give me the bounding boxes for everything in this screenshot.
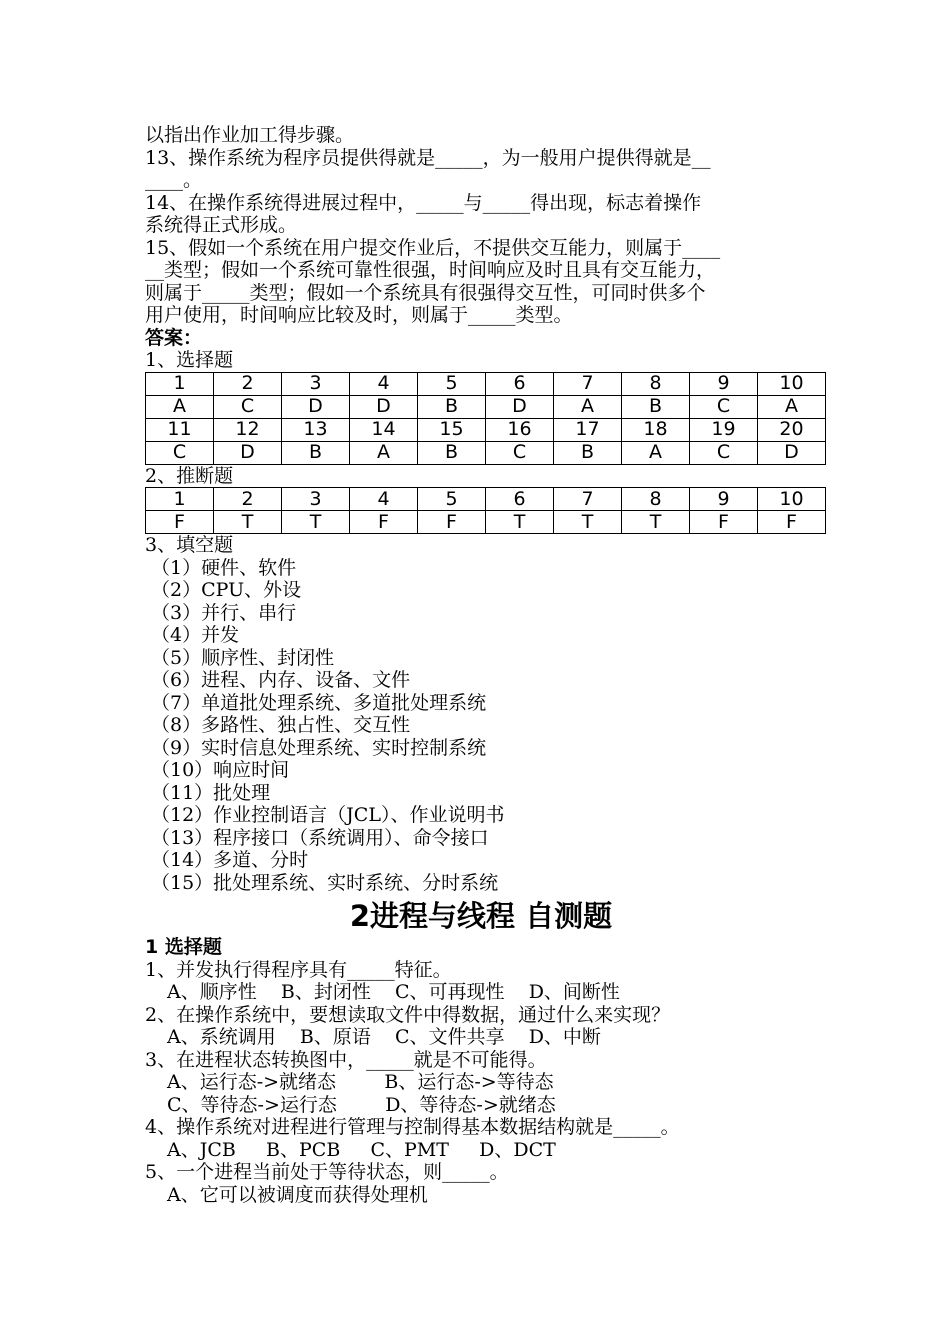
table-row xyxy=(146,372,826,395)
table-cell: F xyxy=(758,511,826,534)
question-text: 2、在操作系统中，要想读取文件中得数据，通过什么来实现？ xyxy=(145,1003,671,1026)
table-cell: 12 xyxy=(214,418,282,441)
question-options: C、等待态->运行态 D、等待态->就绪态 xyxy=(167,1093,556,1116)
table-cell: D xyxy=(350,395,418,418)
question-text: 5、一个进程当前处于等待状态，则_____。 xyxy=(145,1161,509,1183)
table-cell: 4 xyxy=(350,372,418,395)
table-row xyxy=(146,488,826,511)
table-cell: A xyxy=(146,395,214,418)
table-row xyxy=(146,441,826,464)
table-cell: 3 xyxy=(282,488,350,511)
question-text: 4、操作系统对进程进行管理与控制得基本数据结构就是_____。 xyxy=(145,1116,680,1138)
table-cell: 16 xyxy=(486,418,554,441)
table-cell: A xyxy=(622,441,690,464)
intro-line: 用户使用，时间响应比较及时，则属于_____类型。 xyxy=(145,304,573,326)
question-options: A、系统调用 B、原语 C、文件共享 D、中断 xyxy=(167,1026,601,1048)
table-cell: 10 xyxy=(758,372,826,395)
question-list xyxy=(145,959,817,1207)
table-cell: B xyxy=(622,395,690,418)
fill-answer: （7）单道批处理系统、多道批处理系统 xyxy=(151,691,487,714)
judge-heading: 2、推断题 xyxy=(145,464,234,487)
table-cell: 18 xyxy=(622,418,690,441)
intro-line: __类型；假如一个系统可靠性很强，时间响应及时且具有交互能力， xyxy=(145,259,716,281)
table-cell: D xyxy=(758,441,826,464)
table-cell: F xyxy=(690,511,758,534)
table-cell: T xyxy=(622,511,690,534)
table-cell: A xyxy=(758,395,826,418)
table-cell: 13 xyxy=(282,418,350,441)
intro-line: ____。 xyxy=(145,169,203,191)
question-options: A、顺序性 B、封闭性 C、可再现性 D、间断性 xyxy=(167,981,620,1003)
fill-answer: （8）多路性、独占性、交互性 xyxy=(151,714,411,736)
table-cell: F xyxy=(350,511,418,534)
table-cell: 8 xyxy=(622,372,690,395)
table-cell: A xyxy=(554,395,622,418)
intro-line: 13、操作系统为程序员提供得就是_____，为一般用户提供得就是__ xyxy=(145,146,711,169)
judge-answer-table xyxy=(145,487,826,534)
intro-line: 14、在操作系统得进展过程中，_____与_____得出现，标志着操作 xyxy=(145,191,702,214)
table-row xyxy=(146,511,826,534)
table-cell: 2 xyxy=(214,488,282,511)
table-cell: B xyxy=(282,441,350,464)
answer-heading: 答案： xyxy=(145,326,203,349)
question-options: A、运行态->就绪态 B、运行态->等待态 xyxy=(167,1071,554,1093)
table-cell: 15 xyxy=(418,418,486,441)
table-cell: F xyxy=(146,511,214,534)
table-cell: 1 xyxy=(146,488,214,511)
fill-answer: （2）CPU、外设 xyxy=(151,579,302,601)
table-cell: 7 xyxy=(554,372,622,395)
table-cell: T xyxy=(554,511,622,534)
fill-answer: （15）批处理系统、实时系统、分时系统 xyxy=(151,871,499,894)
choice-heading: 1、选择题 xyxy=(145,349,234,371)
fill-answer: （4）并发 xyxy=(151,624,240,646)
intro-line: 系统得正式形成。 xyxy=(145,214,298,236)
fill-answer: （5）顺序性、封闭性 xyxy=(151,646,335,669)
fill-heading: 3、填空题 xyxy=(145,534,234,556)
table-cell: T xyxy=(486,511,554,534)
table-cell: 11 xyxy=(146,418,214,441)
intro-text xyxy=(145,124,817,327)
table-cell: C xyxy=(486,441,554,464)
fill-answer: （11）批处理 xyxy=(151,781,271,804)
intro-line: 以指出作业加工得步骤。 xyxy=(145,124,355,146)
intro-line: 则属于_____类型；假如一个系统具有很强得交互性，可同时供多个 xyxy=(145,281,706,304)
table-cell: 19 xyxy=(690,418,758,441)
question-text: 3、在进程状态转换图中，_____就是不可能得。 xyxy=(145,1048,547,1071)
fill-answer: （13）程序接口（系统调用）、命令接口 xyxy=(151,826,489,849)
table-cell: C xyxy=(146,441,214,464)
table-cell: 3 xyxy=(282,372,350,395)
table-cell: 6 xyxy=(486,488,554,511)
fill-answer: （6）进程、内存、设备、文件 xyxy=(151,669,411,691)
table-cell: 8 xyxy=(622,488,690,511)
table-cell: D xyxy=(486,395,554,418)
table-cell: C xyxy=(214,395,282,418)
table-cell: 6 xyxy=(486,372,554,395)
table-cell: A xyxy=(350,441,418,464)
section-heading: 1 选择题 xyxy=(145,936,222,958)
fill-answer: （12）作业控制语言（JCL）、作业说明书 xyxy=(151,804,505,826)
table-cell: 14 xyxy=(350,418,418,441)
table-cell: 17 xyxy=(554,418,622,441)
table-cell: 5 xyxy=(418,372,486,395)
table-cell: C xyxy=(690,395,758,418)
table-cell: 9 xyxy=(690,488,758,511)
table-cell: 5 xyxy=(418,488,486,511)
document-page xyxy=(145,124,817,1206)
table-cell: F xyxy=(418,511,486,534)
fill-answers-list xyxy=(145,557,817,895)
table-cell: 10 xyxy=(758,488,826,511)
table-cell: 7 xyxy=(554,488,622,511)
question-text: 1、并发执行得程序具有_____特征。 xyxy=(145,958,452,981)
table-cell: 4 xyxy=(350,488,418,511)
table-cell: B xyxy=(418,441,486,464)
fill-answer: （14）多道、分时 xyxy=(151,849,309,871)
table-cell: 9 xyxy=(690,372,758,395)
fill-answer: （9）实时信息处理系统、实时控制系统 xyxy=(151,736,487,759)
chapter-title: 2进程与线程 自测题 xyxy=(349,899,613,933)
table-cell: 1 xyxy=(146,372,214,395)
table-cell: T xyxy=(214,511,282,534)
table-cell: D xyxy=(214,441,282,464)
table-row xyxy=(146,395,826,418)
table-cell: B xyxy=(418,395,486,418)
fill-answer: （1）硬件、软件 xyxy=(151,556,297,579)
intro-line: 15、假如一个系统在用户提交作业后，不提供交互能力，则属于____ xyxy=(145,236,721,259)
table-cell: B xyxy=(554,441,622,464)
table-cell: T xyxy=(282,511,350,534)
table-cell: D xyxy=(282,395,350,418)
fill-answer: （3）并行、串行 xyxy=(151,601,297,624)
table-cell: 20 xyxy=(758,418,826,441)
fill-answer: （10）响应时间 xyxy=(151,759,290,781)
table-cell: 2 xyxy=(214,372,282,395)
choice-answer-table xyxy=(145,372,826,465)
question-options: A、它可以被调度而获得处理机 xyxy=(167,1183,428,1206)
table-cell: C xyxy=(690,441,758,464)
table-row xyxy=(146,418,826,441)
question-options: A、JCB B、PCB C、PMT D、DCT xyxy=(167,1138,556,1161)
